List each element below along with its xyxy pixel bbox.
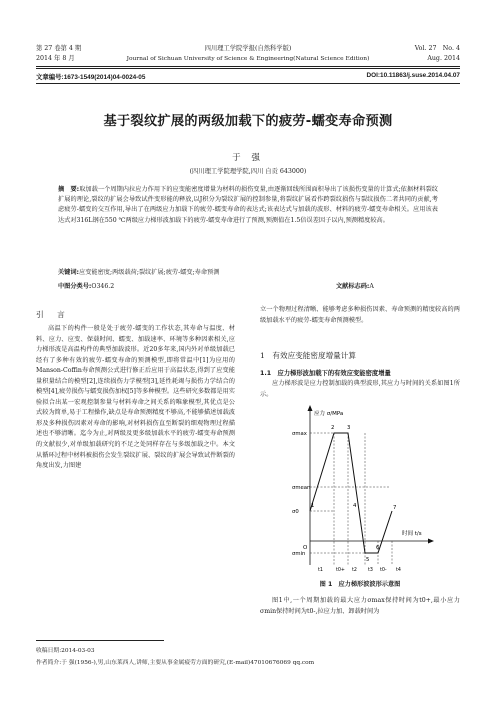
- journal-name-cn: 四川理工学院学报(自然科学版): [204, 45, 292, 52]
- intro-paragraph: 高温下的构件一般是处于疲劳-蠕变的工作状态,其寿命与温度、材料、应力、应变、保载时间、蠕变、加载速率、环境等多种因素相关,应力梯形波是高温构件的典型加载波形。近20多年来,国内外对单级加载已经有了多种有效的疲劳-蠕变寿命的预测模型,即将常温中[1]为应用的Manson-Coffin寿命预测公式进行修正后应用于高温状态,得到了应变能量积量结合的模型[2],连续损伤力学模型[3],延性耗竭与损伤力学结合的模型[4],疲劳损伤与蠕变损伤加权[5]等多种模型。这些研究多数都是用实验拟合出某一宏观控制参量与材料寿命之间关系的唯象模型,其优点是公式较为简单,易于工程操作,缺点是寿命预测精度不够高,不能够描述加载波形及多种损伤因素对寿命的影响,对材料损伤直至断裂的细观物理过程描述也不够清晰。迄今为止,对两级及更多级加载水平的疲劳-蠕变寿命预测的文献很少,对单级加载研究的不足之处同样存在与多级加载之中。本文从循环过程中材料被损伤会发生裂纹扩展、裂纹的扩展会导致试件断裂的角度出发,力图建: [36, 325, 235, 470]
- date-cn: 2014 年 8 月: [36, 55, 75, 62]
- abstract-text: 取加载一个周期内拉应力作用下的应变能密度增量为材料的损伤变量,由逐渐回线所围面积导出了该损伤变量的计算式;依据材料裂纹扩展的理论,裂纹的扩展会导致试件变形能的释放,以J积分为裂纹扩展的控制参量,将裂纹扩展看作跨裂纹损伤与裂纹损伤二者共同的贡献,考虑疲劳-蠕变的交互作用,导出了在两级应力加载下的疲劳-蠕变寿命的表达式;该表达式与加载的波形、材料的疲劳-蠕变寿命相关。应用该表达式对316L钢在550 ℃两级应力梯形波加载下的疲劳-蠕变寿命进行了预测,预测值在1.5倍误差因子以内,预测精度较高。: [58, 186, 438, 224]
- section-1-1-text: 应力梯形波是应力控制加载的典型波形,其应力与时间的关系如图1所示。: [260, 380, 460, 398]
- header-rule-thin-2: [36, 68, 460, 69]
- section-1-heading: 1 有效应变能密度增量计算: [260, 351, 356, 360]
- header-rule-thin: [36, 66, 460, 67]
- author-affiliation: (四川理工学院理学院,四川 自贡 643000): [189, 168, 307, 175]
- document-code: 文献标志码:A: [336, 283, 374, 290]
- abstract-label: 摘 要:: [58, 186, 80, 193]
- label-sigma-mean: σmean: [292, 485, 311, 491]
- point-6: 6: [376, 545, 380, 551]
- author-bio: 作者简介:于 强(1956-),男,山东莱西人,讲师,主要从事金属疲劳方面的研究,(E-mail)47010676069 qq.com: [36, 660, 315, 666]
- intro-body: [36, 324, 235, 617]
- point-5: 5: [366, 557, 370, 563]
- date-en: Aug. 2014: [427, 55, 460, 62]
- label-sigma-min: σmin: [292, 551, 306, 557]
- time-t0-plus: t0+: [336, 568, 345, 573]
- label-sigma-0: σ0: [292, 509, 299, 515]
- footnote-rule: [36, 640, 164, 641]
- author-name: 于 强: [232, 153, 264, 163]
- keywords: [58, 267, 219, 276]
- time-t4: t4: [396, 568, 401, 573]
- section-1-1-heading: 1.1 应力梯形波加载下的有效应变能密度增量: [260, 370, 391, 377]
- y-axis-arrow: [308, 405, 313, 411]
- clc-number: 中图分类号:O346.2: [58, 283, 115, 290]
- time-t1: t1: [318, 568, 323, 573]
- keywords-text: 应变能密度;两级载荷;裂纹扩展;疲劳-蠕变;寿命预测: [79, 269, 220, 276]
- doi: DOI:10.11863/j.suse.2014.04.07: [366, 72, 460, 79]
- doi-rule: [36, 83, 460, 84]
- after-figure-text: 图1中,一个周期加载的最大应力σmax保持时间为t0+,最小应力σmin保持时间为t0-,拉应力加、卸载时间为: [260, 597, 460, 615]
- x-axis-label: 时间 t/s: [402, 531, 422, 537]
- time-t0-minus: t0-: [380, 568, 387, 573]
- x-axis-arrow: [428, 539, 434, 544]
- point-4: 4: [353, 503, 357, 509]
- article-number: 文章编号:1673-1549(2014)04-0024-05: [36, 74, 146, 81]
- point-3: 3: [347, 425, 351, 431]
- origin-label: O: [303, 545, 308, 551]
- point-2: 2: [331, 425, 335, 431]
- volume-issue-cn: 第 27 卷第 4 期: [36, 45, 82, 52]
- waveform-line: [310, 433, 392, 553]
- y-axis-label: 应力 σ/MPa: [314, 411, 344, 417]
- journal-name-en: Journal of Sichuan University of Science & Engineering(Natural Science Edition): [126, 56, 370, 62]
- abstract: [58, 185, 438, 226]
- paper-title: 基于裂纹扩展的两级加载下的疲劳-蠕变寿命预测: [103, 114, 393, 129]
- figure-1-trapezoidal-wave: [290, 403, 440, 575]
- figure-1-caption: 图 1 应力梯形波波形示意图: [319, 581, 401, 588]
- received-date: 收稿日期:2014-03-03: [36, 648, 95, 654]
- intro-continuation: 立一个物理过程清晰、能够考虑多种损伤因素、寿命预测的精度较高的两级加载水平的疲劳-蠕变寿命预测模型。: [260, 306, 460, 324]
- intro-heading: 引 言: [36, 310, 68, 319]
- volume-issue-en: Vol. 27 No. 4: [414, 45, 460, 52]
- point-1: 1: [311, 503, 315, 509]
- time-t3: t3: [368, 568, 373, 573]
- keywords-label: 关键词:: [58, 269, 80, 276]
- point-7: 7: [393, 505, 397, 511]
- time-t2: t2: [352, 568, 357, 573]
- label-sigma-max: σmax: [292, 431, 307, 437]
